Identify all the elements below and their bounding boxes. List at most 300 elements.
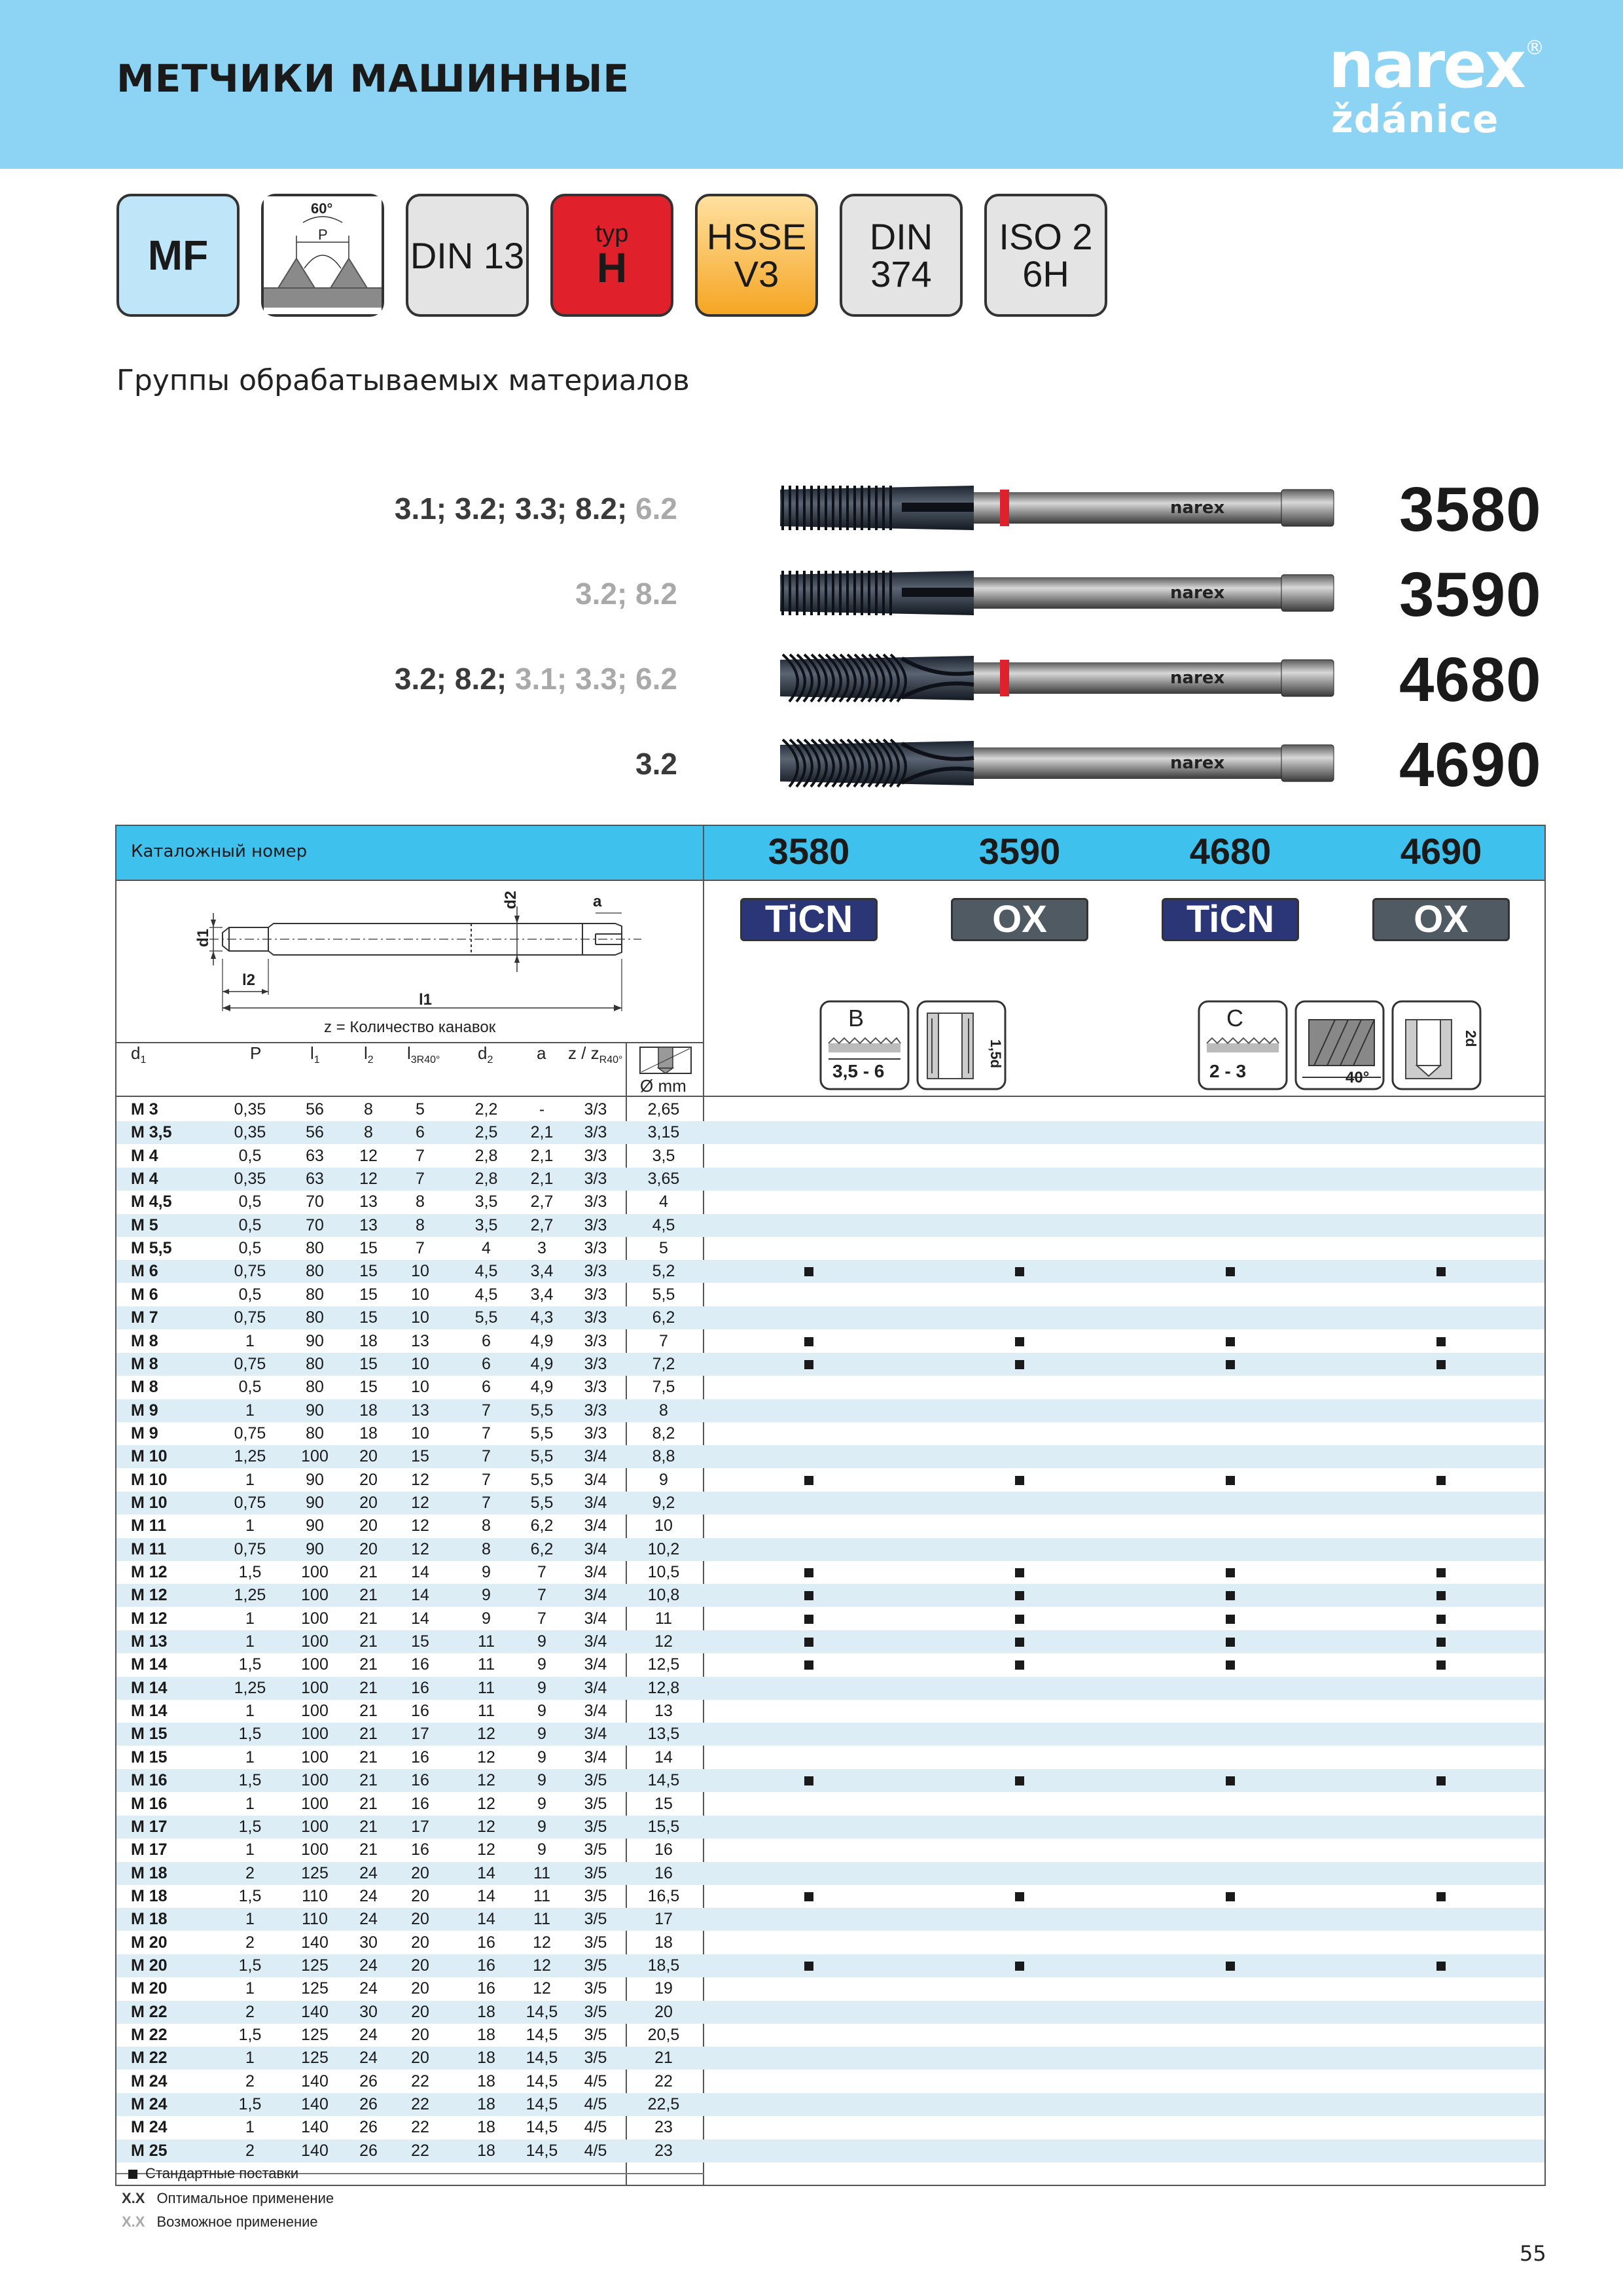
cell-d1: M 24 bbox=[131, 2118, 168, 2137]
standard-supply-mark bbox=[1226, 1776, 1235, 1785]
cell-z: 3/3 bbox=[584, 1146, 607, 1165]
table-row bbox=[116, 2024, 1544, 2047]
cell-d2: 18 bbox=[477, 2095, 495, 2114]
cell-z: 3/4 bbox=[584, 1516, 607, 1535]
cell-z: 4/5 bbox=[584, 2072, 607, 2090]
badge-hsse-line1: HSSE bbox=[706, 215, 807, 257]
cell-p: 0,5 bbox=[238, 1239, 262, 1258]
cell-p: 0,75 bbox=[234, 1354, 266, 1373]
cell-d2: 12 bbox=[477, 1840, 495, 1859]
cell-l1: 90 bbox=[306, 1470, 324, 1489]
cell-l3: 16 bbox=[411, 1794, 429, 1813]
standard-supply-mark bbox=[1436, 1660, 1446, 1670]
cell-p: 1 bbox=[245, 1840, 255, 1859]
cell-a: 4,9 bbox=[530, 1378, 554, 1397]
standard-supply-mark bbox=[804, 1568, 813, 1577]
cell-z: 3/5 bbox=[584, 1886, 607, 1905]
cell-l2: 21 bbox=[359, 1725, 378, 1744]
cell-drill: 14,5 bbox=[647, 1771, 680, 1790]
cell-a: 14,5 bbox=[526, 2118, 558, 2137]
standard-supply-mark bbox=[804, 1776, 813, 1785]
cell-l3: 15 bbox=[411, 1632, 429, 1651]
table-row bbox=[116, 1839, 1544, 1861]
cell-drill: 10,5 bbox=[647, 1563, 680, 1581]
cell-l3: 16 bbox=[411, 1678, 429, 1697]
cell-drill: 11 bbox=[655, 1609, 672, 1628]
standard-supply-mark bbox=[1015, 1360, 1024, 1369]
cell-l1: 80 bbox=[306, 1354, 324, 1373]
cell-d2: 14 bbox=[477, 1910, 495, 1929]
cell-l3: 7 bbox=[416, 1146, 425, 1165]
cell-p: 1 bbox=[245, 2118, 255, 2137]
legend-optimal bbox=[122, 2190, 334, 2207]
badge-mf-label: MF bbox=[147, 232, 209, 279]
cell-d1: M 6 bbox=[131, 1285, 158, 1304]
cell-l3: 20 bbox=[411, 1886, 429, 1905]
cell-d2: 18 bbox=[477, 2002, 495, 2021]
table-row bbox=[116, 1469, 1544, 1492]
cell-l3: 16 bbox=[411, 1840, 429, 1859]
catalog-column-3590: 3590 bbox=[978, 831, 1061, 872]
cell-drill: 8 bbox=[659, 1401, 668, 1420]
product-number: 4690 bbox=[1399, 730, 1542, 800]
cell-l3: 6 bbox=[416, 1123, 425, 1142]
cell-a: 6,2 bbox=[530, 1516, 554, 1535]
legend-standard bbox=[128, 2165, 298, 2182]
cell-d2: 6 bbox=[482, 1331, 491, 1350]
cell-drill: 3,65 bbox=[647, 1170, 680, 1189]
cell-l3: 20 bbox=[411, 2002, 429, 2021]
cell-d2: 8 bbox=[482, 1539, 491, 1558]
cell-d2: 8 bbox=[482, 1516, 491, 1535]
cell-p: 0,75 bbox=[234, 1493, 266, 1512]
badge-typ-value: H bbox=[596, 243, 628, 291]
thread-pitch-label: P bbox=[318, 226, 328, 243]
standard-supply-mark bbox=[1436, 1638, 1446, 1647]
table-row bbox=[116, 1931, 1544, 1954]
cell-drill: 12 bbox=[654, 1632, 673, 1651]
badge-hsse-line2: V3 bbox=[734, 253, 779, 295]
badge-thread-profile bbox=[261, 194, 384, 317]
cell-l1: 63 bbox=[306, 1146, 324, 1165]
cell-d2: 2,8 bbox=[474, 1146, 498, 1165]
cell-d1: M 14 bbox=[131, 1678, 168, 1697]
logo-narex: narex bbox=[1329, 28, 1524, 103]
standard-supply-mark bbox=[1226, 1476, 1235, 1485]
cell-p: 1 bbox=[245, 1609, 255, 1628]
standard-supply-mark bbox=[1436, 1776, 1446, 1785]
cell-drill: 6,2 bbox=[652, 1308, 675, 1327]
col-head-drill: Ø mm bbox=[640, 1076, 687, 1096]
shape-c-depth: 2d bbox=[1463, 1030, 1479, 1047]
cell-d2: 11 bbox=[478, 1655, 495, 1674]
table-row bbox=[116, 1515, 1544, 1537]
cell-p: 0,5 bbox=[238, 1285, 262, 1304]
cell-z: 3/4 bbox=[584, 1655, 607, 1674]
shape-c-letter: C bbox=[1226, 1005, 1243, 1031]
cell-l2: 26 bbox=[359, 2072, 378, 2090]
cell-a: 2,7 bbox=[530, 1215, 554, 1234]
cell-l2: 24 bbox=[359, 1910, 378, 1929]
cell-a: 2,7 bbox=[530, 1193, 554, 1211]
cell-p: 2 bbox=[245, 1933, 255, 1952]
badge-iso2 bbox=[984, 194, 1107, 317]
legend-possible-text: Возможное применение bbox=[156, 2214, 318, 2230]
coating-badge: OX bbox=[1372, 898, 1510, 941]
standard-supply-mark bbox=[1015, 1962, 1024, 1971]
cell-d1: M 22 bbox=[131, 2049, 168, 2068]
cell-p: 2 bbox=[245, 2141, 255, 2160]
cell-z: 3/4 bbox=[584, 1447, 607, 1466]
cell-l2: 20 bbox=[359, 1516, 378, 1535]
cell-l2: 18 bbox=[359, 1424, 378, 1443]
cell-d1: M 20 bbox=[131, 1933, 168, 1952]
legend-optimal-code: X.X bbox=[122, 2190, 145, 2206]
cell-l2: 21 bbox=[359, 1563, 378, 1581]
material-groups-title: Группы обрабатываемых материалов bbox=[116, 364, 690, 397]
cell-d1: M 18 bbox=[131, 1863, 168, 1882]
cell-d2: 7 bbox=[482, 1447, 491, 1466]
thread-angle-label: 60° bbox=[311, 200, 333, 217]
product-materials bbox=[635, 746, 677, 781]
cell-p: 1 bbox=[245, 1470, 255, 1489]
cell-d1: M 5,5 bbox=[131, 1239, 172, 1258]
legend-possible-code: X.X bbox=[122, 2214, 145, 2230]
table-row bbox=[116, 1168, 1544, 1191]
standard-supply-mark bbox=[1226, 1360, 1235, 1369]
cell-p: 1 bbox=[245, 1331, 255, 1350]
cell-z: 3/4 bbox=[584, 1493, 607, 1512]
cell-drill: 5 bbox=[659, 1239, 668, 1258]
cell-p: 0,35 bbox=[234, 1170, 266, 1189]
cell-drill: 16,5 bbox=[647, 1886, 680, 1905]
cell-l2: 20 bbox=[359, 1539, 378, 1558]
cell-d2: 7 bbox=[482, 1493, 491, 1512]
diagram-flutes-label: z = Количество канавок bbox=[324, 1018, 496, 1036]
cell-d1: M 22 bbox=[131, 2026, 168, 2044]
cell-d1: M 5 bbox=[131, 1215, 158, 1234]
cell-d2: 9 bbox=[482, 1609, 491, 1628]
badge-din374-line2: 374 bbox=[870, 253, 932, 295]
cell-drill: 23 bbox=[654, 2141, 673, 2160]
cell-d2: 9 bbox=[482, 1563, 491, 1581]
standard-supply-mark bbox=[804, 1360, 813, 1369]
cell-p: 0,5 bbox=[238, 1146, 262, 1165]
cell-d1: M 18 bbox=[131, 1886, 168, 1905]
cell-l1: 110 bbox=[302, 1886, 328, 1905]
cell-l2: 21 bbox=[359, 1817, 378, 1836]
cell-z: 3/5 bbox=[584, 2049, 607, 2068]
cell-a: 4,9 bbox=[530, 1354, 554, 1373]
col-head-l2-sub: 2 bbox=[367, 1054, 374, 1066]
table-row bbox=[116, 1191, 1544, 1213]
table-row bbox=[116, 1376, 1544, 1399]
cell-drill: 18,5 bbox=[647, 1956, 680, 1975]
cell-d2: 12 bbox=[477, 1748, 495, 1767]
cell-a: 5,5 bbox=[530, 1470, 554, 1489]
cell-d1: M 10 bbox=[131, 1493, 168, 1512]
cell-z: 3/5 bbox=[584, 1840, 607, 1859]
cell-l3: 15 bbox=[411, 1447, 429, 1466]
cell-d2: 18 bbox=[477, 2026, 495, 2044]
cell-l2: 24 bbox=[359, 2026, 378, 2044]
cell-l1: 125 bbox=[301, 1956, 329, 1975]
table-row bbox=[116, 1306, 1544, 1329]
standard-supply-mark bbox=[1226, 1962, 1235, 1971]
cell-l1: 100 bbox=[301, 1655, 329, 1674]
cell-drill: 20,5 bbox=[647, 2026, 680, 2044]
cell-l1: 140 bbox=[301, 2002, 329, 2021]
cell-l2: 15 bbox=[359, 1378, 378, 1397]
product-number: 3590 bbox=[1399, 560, 1542, 630]
standard-supply-mark bbox=[804, 1267, 813, 1276]
column-header-line bbox=[116, 1096, 1544, 1097]
cell-a: 12 bbox=[533, 1979, 551, 1998]
cell-d1: M 3 bbox=[131, 1100, 158, 1119]
table-row bbox=[116, 2093, 1544, 2116]
cell-z: 3/3 bbox=[584, 1262, 607, 1281]
cell-l3: 16 bbox=[411, 1771, 429, 1790]
col-head-d2 bbox=[478, 1043, 493, 1066]
cell-p: 1 bbox=[245, 1748, 255, 1767]
cell-l1: 125 bbox=[301, 1863, 329, 1882]
cell-d2: 18 bbox=[477, 2072, 495, 2090]
cell-l2: 15 bbox=[359, 1239, 378, 1258]
cell-z: 3/4 bbox=[584, 1470, 607, 1489]
cell-a: 14,5 bbox=[526, 2072, 558, 2090]
cell-l3: 14 bbox=[411, 1563, 429, 1581]
tap-brand-label: narex bbox=[1170, 668, 1225, 688]
cell-l1: 90 bbox=[306, 1331, 324, 1350]
badge-din374 bbox=[840, 194, 963, 317]
cell-l1: 56 bbox=[306, 1123, 324, 1142]
cell-d1: M 17 bbox=[131, 1840, 168, 1859]
cell-z: 3/3 bbox=[584, 1331, 607, 1350]
cell-drill: 7,5 bbox=[652, 1378, 675, 1397]
cell-l1: 80 bbox=[306, 1378, 324, 1397]
table-row bbox=[116, 1977, 1544, 2000]
standard-supply-mark bbox=[1015, 1476, 1024, 1485]
cell-l3: 20 bbox=[411, 2049, 429, 2068]
cell-l1: 100 bbox=[301, 1678, 329, 1697]
cell-a: 6,2 bbox=[530, 1539, 554, 1558]
cell-l1: 63 bbox=[306, 1170, 324, 1189]
cell-drill: 23 bbox=[654, 2118, 673, 2137]
cell-l1: 90 bbox=[306, 1401, 324, 1420]
cell-l1: 100 bbox=[301, 1702, 329, 1721]
table-row bbox=[116, 1677, 1544, 1700]
tap-image bbox=[777, 647, 1335, 709]
cell-d1: M 8 bbox=[131, 1354, 158, 1373]
cell-l1: 56 bbox=[306, 1100, 324, 1119]
cell-drill: 9,2 bbox=[652, 1493, 675, 1512]
diagram-l2-label: l2 bbox=[242, 971, 256, 989]
cell-p: 0,5 bbox=[238, 1215, 262, 1234]
cell-l1: 80 bbox=[306, 1424, 324, 1443]
cell-a: 3,4 bbox=[530, 1262, 554, 1281]
cell-l3: 12 bbox=[411, 1539, 429, 1558]
cell-z: 3/4 bbox=[584, 1586, 607, 1605]
cell-a: 14,5 bbox=[526, 2095, 558, 2114]
cell-l1: 100 bbox=[301, 1771, 329, 1790]
cell-z: 3/3 bbox=[584, 1308, 607, 1327]
cell-l3: 10 bbox=[411, 1378, 429, 1397]
table-row bbox=[116, 1700, 1544, 1723]
table-row bbox=[116, 1723, 1544, 1746]
standard-supply-mark bbox=[804, 1892, 813, 1901]
cell-drill: 10,2 bbox=[647, 1539, 680, 1558]
diagram-d1-label: d1 bbox=[194, 928, 212, 947]
cell-z: 3/3 bbox=[584, 1170, 607, 1189]
shape-b-icons bbox=[819, 1000, 1009, 1092]
cell-d1: M 6 bbox=[131, 1262, 158, 1281]
col-head-z bbox=[568, 1043, 622, 1066]
cell-l3: 22 bbox=[411, 2072, 429, 2090]
cell-a: 9 bbox=[537, 1748, 546, 1767]
cell-l1: 90 bbox=[306, 1516, 324, 1535]
cell-l1: 90 bbox=[306, 1493, 324, 1512]
catalog-column-4680: 4680 bbox=[1189, 831, 1272, 872]
table-row bbox=[116, 1584, 1544, 1607]
table-row bbox=[116, 1793, 1544, 1816]
materials-optimal: 3.2 bbox=[635, 747, 677, 781]
col-head-z-sub: R40° bbox=[599, 1054, 623, 1066]
cell-a: 9 bbox=[537, 1817, 546, 1836]
cell-drill: 10 bbox=[654, 1516, 673, 1535]
cell-d1: M 20 bbox=[131, 1979, 168, 1998]
cell-z: 3/5 bbox=[584, 1979, 607, 1998]
cell-l3: 22 bbox=[411, 2095, 429, 2114]
cell-l2: 21 bbox=[359, 1794, 378, 1813]
cell-z: 3/5 bbox=[584, 1910, 607, 1929]
cell-z: 3/5 bbox=[584, 1863, 607, 1882]
cell-d2: 14 bbox=[477, 1863, 495, 1882]
cell-z: 3/3 bbox=[584, 1354, 607, 1373]
coating-badge: OX bbox=[951, 898, 1088, 941]
cell-l2: 8 bbox=[364, 1123, 373, 1142]
cell-l1: 80 bbox=[306, 1285, 324, 1304]
standard-supply-mark bbox=[804, 1962, 813, 1971]
cell-p: 1 bbox=[245, 1794, 255, 1813]
cell-z: 3/3 bbox=[584, 1378, 607, 1397]
cell-drill: 5,2 bbox=[652, 1262, 675, 1281]
cell-l2: 26 bbox=[359, 2141, 378, 2160]
standard-supply-mark bbox=[1436, 1360, 1446, 1369]
cell-l2: 26 bbox=[359, 2095, 378, 2114]
cell-a: 4,9 bbox=[530, 1331, 554, 1350]
cell-z: 4/5 bbox=[584, 2095, 607, 2114]
cell-d1: M 15 bbox=[131, 1725, 168, 1744]
cell-l2: 12 bbox=[359, 1170, 378, 1189]
cell-l1: 140 bbox=[301, 2095, 329, 2114]
cell-l1: 125 bbox=[301, 2026, 329, 2044]
cell-l2: 24 bbox=[359, 1863, 378, 1882]
cell-l3: 13 bbox=[411, 1401, 429, 1420]
badge-typ-h bbox=[550, 194, 673, 317]
cell-drill: 18 bbox=[654, 1933, 673, 1952]
standard-supply-mark bbox=[1226, 1638, 1235, 1647]
cell-z: 4/5 bbox=[584, 2118, 607, 2137]
materials-optimal: 3.1; 3.2; 3.3; 8.2; bbox=[394, 492, 636, 526]
cell-d1: M 15 bbox=[131, 1748, 168, 1767]
cell-l1: 100 bbox=[301, 1586, 329, 1605]
standard-supply-mark bbox=[1436, 1476, 1446, 1485]
cell-l3: 7 bbox=[416, 1170, 425, 1189]
cell-l3: 10 bbox=[411, 1424, 429, 1443]
materials-possible: 3.1; 3.3; 6.2 bbox=[514, 662, 677, 696]
table-row bbox=[116, 1145, 1544, 1168]
cell-d2: 11 bbox=[478, 1632, 495, 1651]
cell-d1: M 3,5 bbox=[131, 1123, 172, 1142]
col-head-a: a bbox=[537, 1043, 546, 1063]
cell-l1: 125 bbox=[301, 1979, 329, 1998]
cell-d1: M 8 bbox=[131, 1378, 158, 1397]
standard-supply-mark bbox=[1436, 1591, 1446, 1600]
standard-supply-mark bbox=[1015, 1267, 1024, 1276]
cell-a: 11 bbox=[533, 1863, 550, 1882]
cell-l2: 20 bbox=[359, 1447, 378, 1466]
cell-a: 7 bbox=[537, 1563, 546, 1581]
col-head-l1-text: l bbox=[310, 1043, 314, 1063]
cell-d2: 12 bbox=[477, 1771, 495, 1790]
cell-d1: M 18 bbox=[131, 1910, 168, 1929]
table-row bbox=[116, 1862, 1544, 1885]
standard-supply-mark bbox=[1226, 1892, 1235, 1901]
legend-standard-text: Стандартные поставки bbox=[145, 2165, 299, 2181]
table-row bbox=[116, 1816, 1544, 1839]
cell-d1: M 4 bbox=[131, 1146, 158, 1165]
cell-drill: 3,15 bbox=[647, 1123, 680, 1142]
badge-iso-line1: ISO 2 bbox=[999, 215, 1093, 257]
cell-l2: 21 bbox=[359, 1586, 378, 1605]
cell-l1: 100 bbox=[301, 1794, 329, 1813]
cell-a: 5,5 bbox=[530, 1401, 554, 1420]
cell-z: 3/5 bbox=[584, 1817, 607, 1836]
cell-l3: 12 bbox=[411, 1516, 429, 1535]
cell-l1: 140 bbox=[301, 2118, 329, 2137]
col-head-p: P bbox=[250, 1043, 262, 1063]
cell-l2: 18 bbox=[359, 1401, 378, 1420]
cell-l1: 80 bbox=[306, 1308, 324, 1327]
cell-p: 1 bbox=[245, 1401, 255, 1420]
col-head-l2 bbox=[364, 1043, 374, 1066]
cell-d2: 12 bbox=[477, 1817, 495, 1836]
cell-drill: 3,5 bbox=[652, 1146, 675, 1165]
cell-d2: 4,5 bbox=[474, 1262, 498, 1281]
cell-a: 9 bbox=[537, 1632, 546, 1651]
cell-l2: 21 bbox=[359, 1748, 378, 1767]
cell-p: 1,25 bbox=[234, 1678, 266, 1697]
cell-a: 14,5 bbox=[526, 2049, 558, 2068]
tap-image bbox=[777, 476, 1335, 539]
cell-d1: M 14 bbox=[131, 1655, 168, 1674]
col-head-l1-sub: 1 bbox=[313, 1054, 320, 1066]
col-head-l3-sub: 3R40° bbox=[410, 1054, 440, 1066]
cell-a: 9 bbox=[537, 1840, 546, 1859]
cell-l2: 18 bbox=[359, 1331, 378, 1350]
cell-l3: 22 bbox=[411, 2118, 429, 2137]
cell-d1: M 14 bbox=[131, 1702, 168, 1721]
cell-d1: M 20 bbox=[131, 1956, 168, 1975]
cell-d2: 11 bbox=[478, 1702, 495, 1721]
standard-supply-mark bbox=[1015, 1591, 1024, 1600]
cell-p: 1,5 bbox=[238, 1886, 262, 1905]
cell-d2: 12 bbox=[477, 1794, 495, 1813]
col-head-d1 bbox=[131, 1043, 146, 1066]
cell-l2: 21 bbox=[359, 1771, 378, 1790]
cell-a: 9 bbox=[537, 1771, 546, 1790]
cell-l3: 16 bbox=[411, 1702, 429, 1721]
